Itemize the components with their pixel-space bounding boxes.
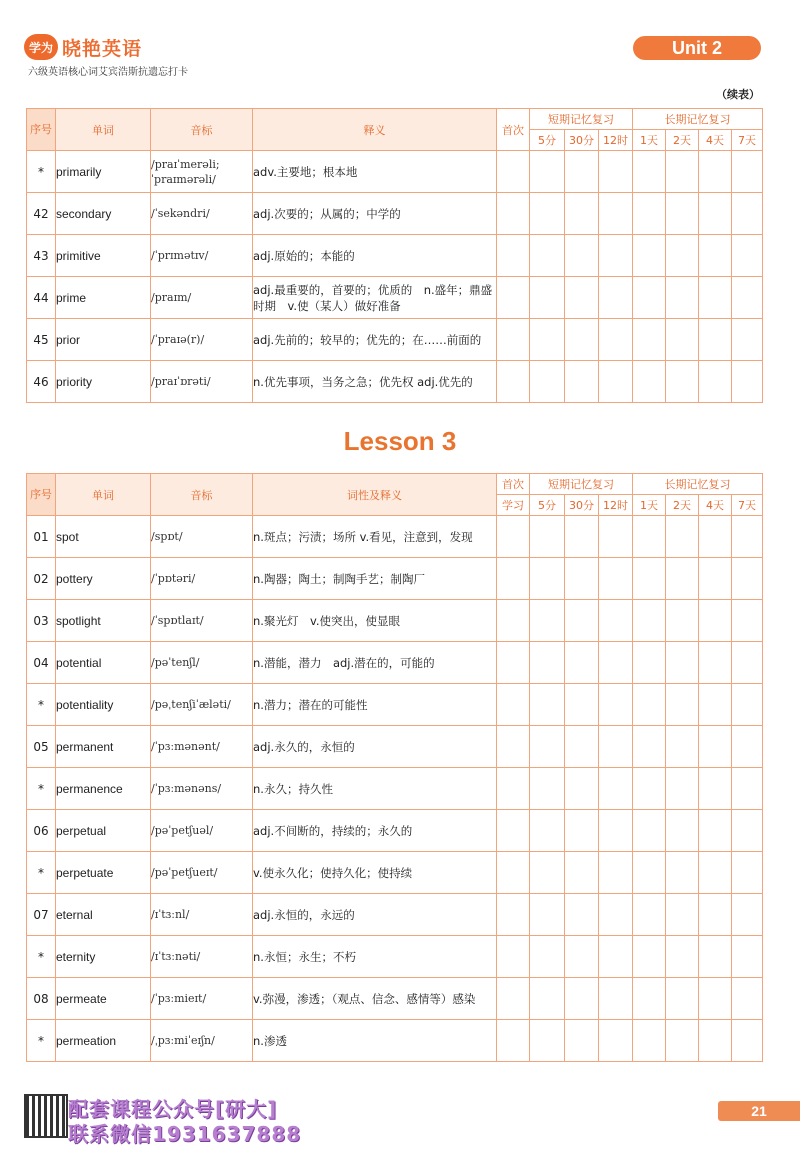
review-checkbox-cell[interactable] xyxy=(666,193,699,235)
brand xyxy=(24,32,142,62)
review-checkbox-cell[interactable] xyxy=(497,726,530,768)
row-phonetic: /ˈspɒtlaɪt/ xyxy=(151,600,253,642)
review-checkbox-cell[interactable] xyxy=(633,642,666,684)
review-checkbox-cell[interactable] xyxy=(633,319,666,361)
review-checkbox-cell[interactable] xyxy=(497,852,530,894)
review-checkbox-cell[interactable] xyxy=(732,361,763,403)
review-checkbox-cell[interactable] xyxy=(530,852,565,894)
header-interval: 2天 xyxy=(666,495,699,516)
review-checkbox-cell[interactable] xyxy=(666,642,699,684)
header-phonetic: 音标 xyxy=(151,474,253,516)
header-interval: 12时 xyxy=(599,495,633,516)
row-phonetic: /praɪˈmerəli; ˈpraɪmərəli/ xyxy=(151,151,253,193)
row-seq: 43 xyxy=(27,235,56,277)
review-checkbox-cell[interactable] xyxy=(497,642,530,684)
table-row xyxy=(27,277,763,319)
review-checkbox-cell[interactable] xyxy=(633,151,666,193)
vocab-table-1-body xyxy=(27,151,763,403)
brand-name: 晓艳英语 xyxy=(62,37,143,60)
review-checkbox-cell[interactable] xyxy=(633,726,666,768)
review-checkbox-cell[interactable] xyxy=(565,894,599,936)
row-definition: n.斑点；污渍；场所 v.看见，注意到，发现 xyxy=(253,516,497,558)
row-seq: 45 xyxy=(27,319,56,361)
table-row xyxy=(27,852,763,894)
row-seq: 08 xyxy=(27,978,56,1020)
table-row xyxy=(27,151,763,193)
review-checkbox-cell[interactable] xyxy=(633,193,666,235)
review-checkbox-cell[interactable] xyxy=(732,600,763,642)
review-checkbox-cell[interactable] xyxy=(599,277,633,319)
review-checkbox-cell[interactable] xyxy=(699,361,732,403)
review-checkbox-cell[interactable] xyxy=(666,684,699,726)
row-seq: * xyxy=(27,684,56,726)
review-checkbox-cell[interactable] xyxy=(732,277,763,319)
review-checkbox-cell[interactable] xyxy=(732,852,763,894)
row-phonetic: /ˈpraɪə(r)/ xyxy=(151,319,253,361)
row-seq: 05 xyxy=(27,726,56,768)
table-row xyxy=(27,600,763,642)
review-checkbox-cell[interactable] xyxy=(530,810,565,852)
review-checkbox-cell[interactable] xyxy=(565,361,599,403)
review-checkbox-cell[interactable] xyxy=(699,235,732,277)
row-word: perpetuate xyxy=(56,852,151,894)
review-checkbox-cell[interactable] xyxy=(530,726,565,768)
row-word: potential xyxy=(56,642,151,684)
review-checkbox-cell[interactable] xyxy=(699,600,732,642)
review-checkbox-cell[interactable] xyxy=(732,810,763,852)
qr-code-icon xyxy=(24,1094,68,1138)
row-definition: adj.先前的；较早的；优先的；在……前面的 xyxy=(253,319,497,361)
review-checkbox-cell[interactable] xyxy=(497,768,530,810)
row-seq: 07 xyxy=(27,894,56,936)
review-checkbox-cell[interactable] xyxy=(732,936,763,978)
row-seq: * xyxy=(27,1020,56,1062)
review-checkbox-cell[interactable] xyxy=(699,277,732,319)
table-row xyxy=(27,193,763,235)
review-checkbox-cell[interactable] xyxy=(565,684,599,726)
row-seq: 04 xyxy=(27,642,56,684)
review-checkbox-cell[interactable] xyxy=(599,151,633,193)
row-word: permeation xyxy=(56,1020,151,1062)
header-interval: 30分 xyxy=(565,495,599,516)
row-definition: n.陶器；陶土；制陶手艺；制陶厂 xyxy=(253,558,497,600)
review-checkbox-cell[interactable] xyxy=(732,193,763,235)
header-definition: 释义 xyxy=(253,109,497,151)
header-interval: 4天 xyxy=(699,130,732,151)
row-seq: * xyxy=(27,936,56,978)
review-checkbox-cell[interactable] xyxy=(699,558,732,600)
row-word: spot xyxy=(56,516,151,558)
row-definition: n.永久；持久性 xyxy=(253,768,497,810)
review-checkbox-cell[interactable] xyxy=(666,852,699,894)
row-seq: * xyxy=(27,768,56,810)
review-checkbox-cell[interactable] xyxy=(565,978,599,1020)
row-definition: n.优先事项，当务之急；优先权 adj.优先的 xyxy=(253,361,497,403)
review-checkbox-cell[interactable] xyxy=(699,151,732,193)
review-checkbox-cell[interactable] xyxy=(599,936,633,978)
review-checkbox-cell[interactable] xyxy=(699,852,732,894)
page-number: 21 xyxy=(718,1101,800,1121)
review-checkbox-cell[interactable] xyxy=(565,558,599,600)
brand-logo: 学为 xyxy=(24,34,58,60)
table-row xyxy=(27,558,763,600)
review-checkbox-cell[interactable] xyxy=(633,852,666,894)
review-checkbox-cell[interactable] xyxy=(530,319,565,361)
review-checkbox-cell[interactable] xyxy=(666,235,699,277)
review-checkbox-cell[interactable] xyxy=(732,726,763,768)
row-word: permeate xyxy=(56,978,151,1020)
row-phonetic: /praɪˈɒrəti/ xyxy=(151,361,253,403)
review-checkbox-cell[interactable] xyxy=(633,361,666,403)
header-interval: 5分 xyxy=(530,495,565,516)
review-checkbox-cell[interactable] xyxy=(497,684,530,726)
row-seq: * xyxy=(27,852,56,894)
header-definition: 词性及释义 xyxy=(253,474,497,516)
review-checkbox-cell[interactable] xyxy=(732,319,763,361)
review-checkbox-cell[interactable] xyxy=(633,768,666,810)
review-checkbox-cell[interactable] xyxy=(732,1020,763,1062)
table-row xyxy=(27,235,763,277)
review-checkbox-cell[interactable] xyxy=(732,558,763,600)
table-row xyxy=(27,1020,763,1062)
unit-badge: Unit 2 xyxy=(633,36,761,60)
table-row xyxy=(27,726,763,768)
row-phonetic: /spɒt/ xyxy=(151,516,253,558)
row-seq: 01 xyxy=(27,516,56,558)
row-definition: n.潜能，潜力 adj.潜在的，可能的 xyxy=(253,642,497,684)
review-checkbox-cell[interactable] xyxy=(530,642,565,684)
review-checkbox-cell[interactable] xyxy=(633,600,666,642)
review-checkbox-cell[interactable] xyxy=(633,558,666,600)
row-seq: 06 xyxy=(27,810,56,852)
review-checkbox-cell[interactable] xyxy=(599,361,633,403)
vocab-table-1 xyxy=(26,108,763,403)
promo-line-2: 联系微信1931637888 xyxy=(68,1122,302,1146)
review-checkbox-cell[interactable] xyxy=(530,936,565,978)
row-word: secondary xyxy=(56,193,151,235)
review-checkbox-cell[interactable] xyxy=(530,516,565,558)
review-checkbox-cell[interactable] xyxy=(666,810,699,852)
header-interval: 30分 xyxy=(565,130,599,151)
row-word: pottery xyxy=(56,558,151,600)
review-checkbox-cell[interactable] xyxy=(565,235,599,277)
review-checkbox-cell[interactable] xyxy=(732,768,763,810)
header-interval: 1天 xyxy=(633,130,666,151)
header-short-term: 短期记忆复习 xyxy=(530,474,633,495)
row-word: prime xyxy=(56,277,151,319)
review-checkbox-cell[interactable] xyxy=(732,894,763,936)
book-subtitle: 六级英语核心词艾宾浩斯抗遗忘打卡 xyxy=(28,67,188,78)
promo-line-1: 配套课程公众号[研大] xyxy=(68,1097,278,1121)
review-checkbox-cell[interactable] xyxy=(666,726,699,768)
row-seq: * xyxy=(27,151,56,193)
header-seq: 序号 xyxy=(27,474,56,516)
row-definition: adj.次要的；从属的；中学的 xyxy=(253,193,497,235)
row-word: permanent xyxy=(56,726,151,768)
review-checkbox-cell[interactable] xyxy=(599,193,633,235)
review-checkbox-cell[interactable] xyxy=(565,151,599,193)
review-checkbox-cell[interactable] xyxy=(633,516,666,558)
row-phonetic: /ˈpɜːmənəns/ xyxy=(151,768,253,810)
row-seq: 02 xyxy=(27,558,56,600)
review-checkbox-cell[interactable] xyxy=(666,600,699,642)
row-definition: adj.不间断的，持续的；永久的 xyxy=(253,810,497,852)
review-checkbox-cell[interactable] xyxy=(497,193,530,235)
row-definition: v.弥漫，渗透；（观点、信念、感情等）感染 xyxy=(253,978,497,1020)
review-checkbox-cell[interactable] xyxy=(565,516,599,558)
review-checkbox-cell[interactable] xyxy=(599,894,633,936)
review-checkbox-cell[interactable] xyxy=(633,277,666,319)
review-checkbox-cell[interactable] xyxy=(699,642,732,684)
review-checkbox-cell[interactable] xyxy=(599,516,633,558)
row-word: eternal xyxy=(56,894,151,936)
review-checkbox-cell[interactable] xyxy=(599,852,633,894)
row-definition: adj.永恒的，永远的 xyxy=(253,894,497,936)
review-checkbox-cell[interactable] xyxy=(497,516,530,558)
review-checkbox-cell[interactable] xyxy=(530,768,565,810)
table-row xyxy=(27,642,763,684)
review-checkbox-cell[interactable] xyxy=(599,726,633,768)
review-checkbox-cell[interactable] xyxy=(699,193,732,235)
header-word: 单词 xyxy=(56,474,151,516)
table-row xyxy=(27,810,763,852)
review-checkbox-cell[interactable] xyxy=(666,151,699,193)
review-checkbox-cell[interactable] xyxy=(599,235,633,277)
row-word: primitive xyxy=(56,235,151,277)
review-checkbox-cell[interactable] xyxy=(666,1020,699,1062)
header-interval: 7天 xyxy=(732,495,763,516)
review-checkbox-cell[interactable] xyxy=(633,684,666,726)
row-phonetic: /pəˈpetʃueɪt/ xyxy=(151,852,253,894)
review-checkbox-cell[interactable] xyxy=(497,1020,530,1062)
review-checkbox-cell[interactable] xyxy=(699,894,732,936)
review-checkbox-cell[interactable] xyxy=(530,1020,565,1062)
review-checkbox-cell[interactable] xyxy=(565,193,599,235)
vocab-table-2 xyxy=(26,473,763,1062)
row-phonetic: /pəˈtenʃl/ xyxy=(151,642,253,684)
review-checkbox-cell[interactable] xyxy=(565,277,599,319)
review-checkbox-cell[interactable] xyxy=(530,151,565,193)
review-checkbox-cell[interactable] xyxy=(599,768,633,810)
review-checkbox-cell[interactable] xyxy=(699,810,732,852)
review-checkbox-cell[interactable] xyxy=(530,558,565,600)
review-checkbox-cell[interactable] xyxy=(599,684,633,726)
review-checkbox-cell[interactable] xyxy=(599,810,633,852)
row-phonetic: /praɪm/ xyxy=(151,277,253,319)
row-phonetic: /ˌpɜːmiˈeɪʃn/ xyxy=(151,1020,253,1062)
review-checkbox-cell[interactable] xyxy=(530,361,565,403)
review-checkbox-cell[interactable] xyxy=(699,1020,732,1062)
table-row xyxy=(27,894,763,936)
review-checkbox-cell[interactable] xyxy=(599,1020,633,1062)
review-checkbox-cell[interactable] xyxy=(565,810,599,852)
review-checkbox-cell[interactable] xyxy=(699,768,732,810)
row-seq: 03 xyxy=(27,600,56,642)
header-first: 首次 xyxy=(497,474,530,495)
continued-label: （续表） xyxy=(716,88,760,101)
row-definition: adj.最重要的，首要的；优质的 n.盛年；鼎盛时期 v.使（某人）做好准备 xyxy=(253,277,497,319)
row-phonetic: /pəˌtenʃiˈæləti/ xyxy=(151,684,253,726)
header-seq: 序号 xyxy=(27,109,56,151)
review-checkbox-cell[interactable] xyxy=(530,894,565,936)
row-definition: adj.原始的；本能的 xyxy=(253,235,497,277)
row-word: spotlight xyxy=(56,600,151,642)
review-checkbox-cell[interactable] xyxy=(530,600,565,642)
review-checkbox-cell[interactable] xyxy=(666,277,699,319)
header-first: 首次 xyxy=(497,109,530,151)
header-interval: 7天 xyxy=(732,130,763,151)
review-checkbox-cell[interactable] xyxy=(497,319,530,361)
review-checkbox-cell[interactable] xyxy=(732,684,763,726)
review-checkbox-cell[interactable] xyxy=(530,277,565,319)
row-definition: n.永恒；永生；不朽 xyxy=(253,936,497,978)
review-checkbox-cell[interactable] xyxy=(666,978,699,1020)
review-checkbox-cell[interactable] xyxy=(497,810,530,852)
review-checkbox-cell[interactable] xyxy=(565,642,599,684)
review-checkbox-cell[interactable] xyxy=(497,894,530,936)
table-row xyxy=(27,684,763,726)
row-definition: n.聚光灯 v.使突出，使显眼 xyxy=(253,600,497,642)
review-checkbox-cell[interactable] xyxy=(565,726,599,768)
review-checkbox-cell[interactable] xyxy=(530,978,565,1020)
row-phonetic: /ˈsekəndri/ xyxy=(151,193,253,235)
row-seq: 42 xyxy=(27,193,56,235)
header-interval: 1天 xyxy=(633,495,666,516)
review-checkbox-cell[interactable] xyxy=(633,978,666,1020)
table-row xyxy=(27,768,763,810)
review-checkbox-cell[interactable] xyxy=(666,319,699,361)
row-phonetic: /ɪˈtɜːnl/ xyxy=(151,894,253,936)
review-checkbox-cell[interactable] xyxy=(732,235,763,277)
row-definition: n.渗透 xyxy=(253,1020,497,1062)
review-checkbox-cell[interactable] xyxy=(565,600,599,642)
lesson-title: Lesson 3 xyxy=(343,426,457,456)
review-checkbox-cell[interactable] xyxy=(699,936,732,978)
row-phonetic: /ˈpɜːmieɪt/ xyxy=(151,978,253,1020)
row-definition: adv.主要地；根本地 xyxy=(253,151,497,193)
review-checkbox-cell[interactable] xyxy=(666,894,699,936)
review-checkbox-cell[interactable] xyxy=(732,151,763,193)
review-checkbox-cell[interactable] xyxy=(599,978,633,1020)
review-checkbox-cell[interactable] xyxy=(565,319,599,361)
review-checkbox-cell[interactable] xyxy=(699,684,732,726)
table-row xyxy=(27,978,763,1020)
table-row xyxy=(27,936,763,978)
table-row xyxy=(27,361,763,403)
header-long-term: 长期记忆复习 xyxy=(633,109,763,130)
header-phonetic: 音标 xyxy=(151,109,253,151)
review-checkbox-cell[interactable] xyxy=(497,235,530,277)
row-word: potentiality xyxy=(56,684,151,726)
row-word: priority xyxy=(56,361,151,403)
review-checkbox-cell[interactable] xyxy=(599,600,633,642)
row-seq: 46 xyxy=(27,361,56,403)
header-first-study: 学习 xyxy=(497,495,530,516)
review-checkbox-cell[interactable] xyxy=(732,516,763,558)
review-checkbox-cell[interactable] xyxy=(599,558,633,600)
header-word: 单词 xyxy=(56,109,151,151)
review-checkbox-cell[interactable] xyxy=(699,978,732,1020)
table-row xyxy=(27,516,763,558)
review-checkbox-cell[interactable] xyxy=(497,361,530,403)
review-checkbox-cell[interactable] xyxy=(699,726,732,768)
review-checkbox-cell[interactable] xyxy=(699,319,732,361)
review-checkbox-cell[interactable] xyxy=(633,1020,666,1062)
review-checkbox-cell[interactable] xyxy=(732,978,763,1020)
review-checkbox-cell[interactable] xyxy=(565,768,599,810)
review-checkbox-cell[interactable] xyxy=(530,235,565,277)
row-word: perpetual xyxy=(56,810,151,852)
header-interval: 2天 xyxy=(666,130,699,151)
review-checkbox-cell[interactable] xyxy=(530,684,565,726)
row-word: permanence xyxy=(56,768,151,810)
row-seq: 44 xyxy=(27,277,56,319)
review-checkbox-cell[interactable] xyxy=(565,852,599,894)
review-checkbox-cell[interactable] xyxy=(497,277,530,319)
header-interval: 4天 xyxy=(699,495,732,516)
review-checkbox-cell[interactable] xyxy=(666,768,699,810)
header-short-term: 短期记忆复习 xyxy=(530,109,633,130)
review-checkbox-cell[interactable] xyxy=(633,235,666,277)
header-long-term: 长期记忆复习 xyxy=(633,474,763,495)
review-checkbox-cell[interactable] xyxy=(732,642,763,684)
row-definition: adj.永久的，永恒的 xyxy=(253,726,497,768)
review-checkbox-cell[interactable] xyxy=(633,894,666,936)
review-checkbox-cell[interactable] xyxy=(666,936,699,978)
table-row xyxy=(27,319,763,361)
row-definition: v.使永久化；使持久化；使持续 xyxy=(253,852,497,894)
row-phonetic: /ˈprɪmətɪv/ xyxy=(151,235,253,277)
review-checkbox-cell[interactable] xyxy=(497,936,530,978)
header-interval: 5分 xyxy=(530,130,565,151)
review-checkbox-cell[interactable] xyxy=(497,151,530,193)
row-phonetic: /ˈpɒtəri/ xyxy=(151,558,253,600)
row-word: eternity xyxy=(56,936,151,978)
review-checkbox-cell[interactable] xyxy=(565,936,599,978)
row-word: primarily xyxy=(56,151,151,193)
review-checkbox-cell[interactable] xyxy=(599,642,633,684)
review-checkbox-cell[interactable] xyxy=(699,516,732,558)
review-checkbox-cell[interactable] xyxy=(666,361,699,403)
header-interval: 12时 xyxy=(599,130,633,151)
review-checkbox-cell[interactable] xyxy=(666,558,699,600)
review-checkbox-cell[interactable] xyxy=(599,319,633,361)
review-checkbox-cell[interactable] xyxy=(565,1020,599,1062)
vocab-table-2-body xyxy=(27,516,763,1062)
review-checkbox-cell[interactable] xyxy=(530,193,565,235)
review-checkbox-cell[interactable] xyxy=(497,978,530,1020)
row-phonetic: /ɪˈtɜːnəti/ xyxy=(151,936,253,978)
review-checkbox-cell[interactable] xyxy=(666,516,699,558)
row-phonetic: /pəˈpetʃuəl/ xyxy=(151,810,253,852)
row-definition: n.潜力；潜在的可能性 xyxy=(253,684,497,726)
row-phonetic: /ˈpɜːmənənt/ xyxy=(151,726,253,768)
review-checkbox-cell[interactable] xyxy=(497,558,530,600)
review-checkbox-cell[interactable] xyxy=(633,936,666,978)
review-checkbox-cell[interactable] xyxy=(497,600,530,642)
row-word: prior xyxy=(56,319,151,361)
review-checkbox-cell[interactable] xyxy=(633,810,666,852)
